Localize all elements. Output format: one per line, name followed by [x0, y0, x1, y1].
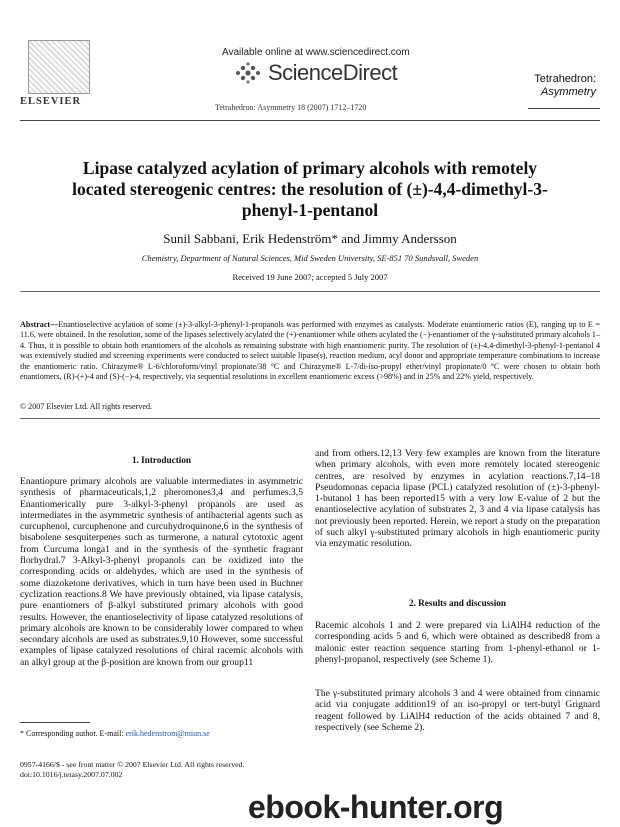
header-rule-right — [528, 108, 600, 109]
elsevier-tree-icon — [28, 40, 90, 94]
journal-reference: Tetrahedron: Asymmetry 18 (2007) 1712–1720 — [215, 103, 367, 112]
issn-line: 0957-4166/$ - see front matter © 2007 Elsevier Ltd. All rights reserved. — [20, 760, 245, 769]
sciencedirect-dots-icon — [232, 61, 264, 85]
corresponding-author-footnote — [20, 729, 210, 738]
sciencedirect-wordmark: ScienceDirect — [268, 60, 398, 85]
doi-line[interactable]: doi:10.1016/j.tetasy.2007.07.002 — [20, 770, 123, 779]
abstract-rule-bottom — [20, 418, 600, 419]
section-heading-introduction: 1. Introduction — [131, 455, 192, 465]
journal-name-line2: Asymmetry — [541, 86, 596, 98]
available-online-text[interactable]: Available online at www.sciencedirect.com — [222, 47, 410, 58]
watermark-text: ebook-hunter.org — [248, 789, 504, 825]
introduction-text: Enantiopure primary alcohols are valuable intermediates in asymmetric synthesis of pharmaceuticals,1,2 pheromones3,4 and perfumes.3,5 Enantiomerically pure 3-alkyl-3-phenyl propanols are used as intermediates in the asymmetric synthesis of antibacterial agents such as curcuphenol, curcuphenone and curcuhydroquinone,6 in the synthesis of bisabolene sesquiterpenes such as turmerone, a natural cytotoxic agent from Curcuma longa1 and in the synthesis of the synthetic fragrant florhydral.7 3-Alkyl-3-phenyl propanols can be oxidized into the corresponding acids or aldehydes, which are used in the synthesis of some diazoketone derivatives, which in turn have been used in Buchner cyclization reactions.8 We have previously obtained, via lipase catalysis, pure enantiomers of β-alkyl substituted primary alcohols with good results. However, the enantioselectivity of lipase catalyzed resolutions of primary alcohols are known to be considerably lower compared to when secondary alcohols are used as substrates.9,10 However, some successful examples of lipase catalyzed resolutions of chiral racemic alcohols with an alkyl group at the β-position are known from our group11 — [20, 476, 303, 668]
abstract — [20, 320, 600, 382]
footnote-rule — [20, 722, 90, 723]
received-dates: Received 19 June 2007; accepted 5 July 2007 — [232, 272, 388, 282]
abstract-text: Enantioselective acylation of some (±)-3-alkyl-3-phenyl-1-propanols was performed with enzymes as catalysts. Moderate enantiomeric ratios (E), ranging up to E = 11.6, were obtained. In the resolution, some of the lipases selectively acylated the (+)-enantiomer while others acylated the (−)-enantiomer of the γ-substituted primary alcohols 1–4. Thus, it is possible to obtain both enantiomers of the alcohols as remaining substrate with high enantiomeric purity. The resolution of (±)-4,4-dimethyl-3-phenyl-1-pentanol 4 was extensively studied and screening experiments were conducted to select suitable lipase(s), reaction medium, acyl donor and appropriate temperature combinations to increase the enantiomeric ratio. Chirazyme® L-6/chloroform/vinyl propionate/38 °C and Chirazyme® L-7/di-iso-propyl ether/vinyl propionate/0 °C were chosen to obtain both enantiomers, (R)-(+)-4 and (S)-(−)-4, respectively, via sequential resolutions in excellent enantiomeric excess (>98%) and in 25% and 22% yield, respectively. — [20, 320, 600, 382]
article-title: Lipase catalyzed acylation of primary alcohols with remotely located stereogenic centres: the resolution of (±)-4,4-dimethyl-3-phenyl-1-pentanol — [72, 158, 548, 220]
author-email-link[interactable]: erik.hedenstrom@miun.se — [125, 729, 210, 738]
issn-block — [20, 760, 244, 780]
journal-name — [534, 73, 596, 99]
author-list: Sunil Sabbani, Erik Hedenström* and Jimmy Andersson — [163, 231, 457, 246]
abstract-rule-top — [20, 291, 600, 292]
sciencedirect-logo — [232, 60, 397, 86]
results-paragraph-1: Racemic alcohols 1 and 2 were prepared via LiAlH4 reduction of the corresponding acids 5 and 6, which were obtained as described8 from a malonic ester reaction sequence starting from 1-phenyl-ethanol or 1-phenyl-propanol, respectively (see Scheme 1). — [315, 620, 600, 665]
journal-name-line1: Tetrahedron: — [534, 73, 596, 85]
affiliation: Chemistry, Department of Natural Sciences, Mid Sweden University, SE-851 70 Sundsvall, Sweden — [141, 253, 479, 263]
publisher-name: ELSEVIER — [20, 96, 82, 107]
footnote-text: * Corresponding author. E-mail: — [20, 729, 126, 738]
abstract-label: Abstract— — [20, 320, 59, 329]
elsevier-logo — [20, 40, 112, 110]
results-paragraph-2: The γ-substituted primary alcohols 3 and 4 were obtained from cinnamic acid via conjugate addition19 of an iso-propyl or tert-butyl Grignard reagent followed by LiAlH4 reduction of the acids obtained 7 and 8, respectively (see Scheme 2). — [315, 688, 600, 733]
introduction-continued-text: and from others.12,13 Very few examples are known from the literature when primary alcohols, with even more remotely located stereogenic centres, are resolved by enzymes in acylation reactions.7,14–18 Pseudomonas cepacia lipase (PCL) catalyzed resolution of (±)-3-phenyl-1-butanol 1 has been reported15 with a very low E-value of 2 but the enantioselective acylation of substrates 2, 3 and 4 via lipase catalysis has not previously been reported. Herein, we report a study on the preparation of such alkyl γ-substituted primary alcohols in high enantiomeric purity via enzymatic resolution. — [315, 448, 600, 550]
header-rule — [20, 120, 600, 121]
abstract-copyright: © 2007 Elsevier Ltd. All rights reserved. — [20, 402, 153, 411]
section-heading-results: 2. Results and discussion — [408, 598, 506, 608]
